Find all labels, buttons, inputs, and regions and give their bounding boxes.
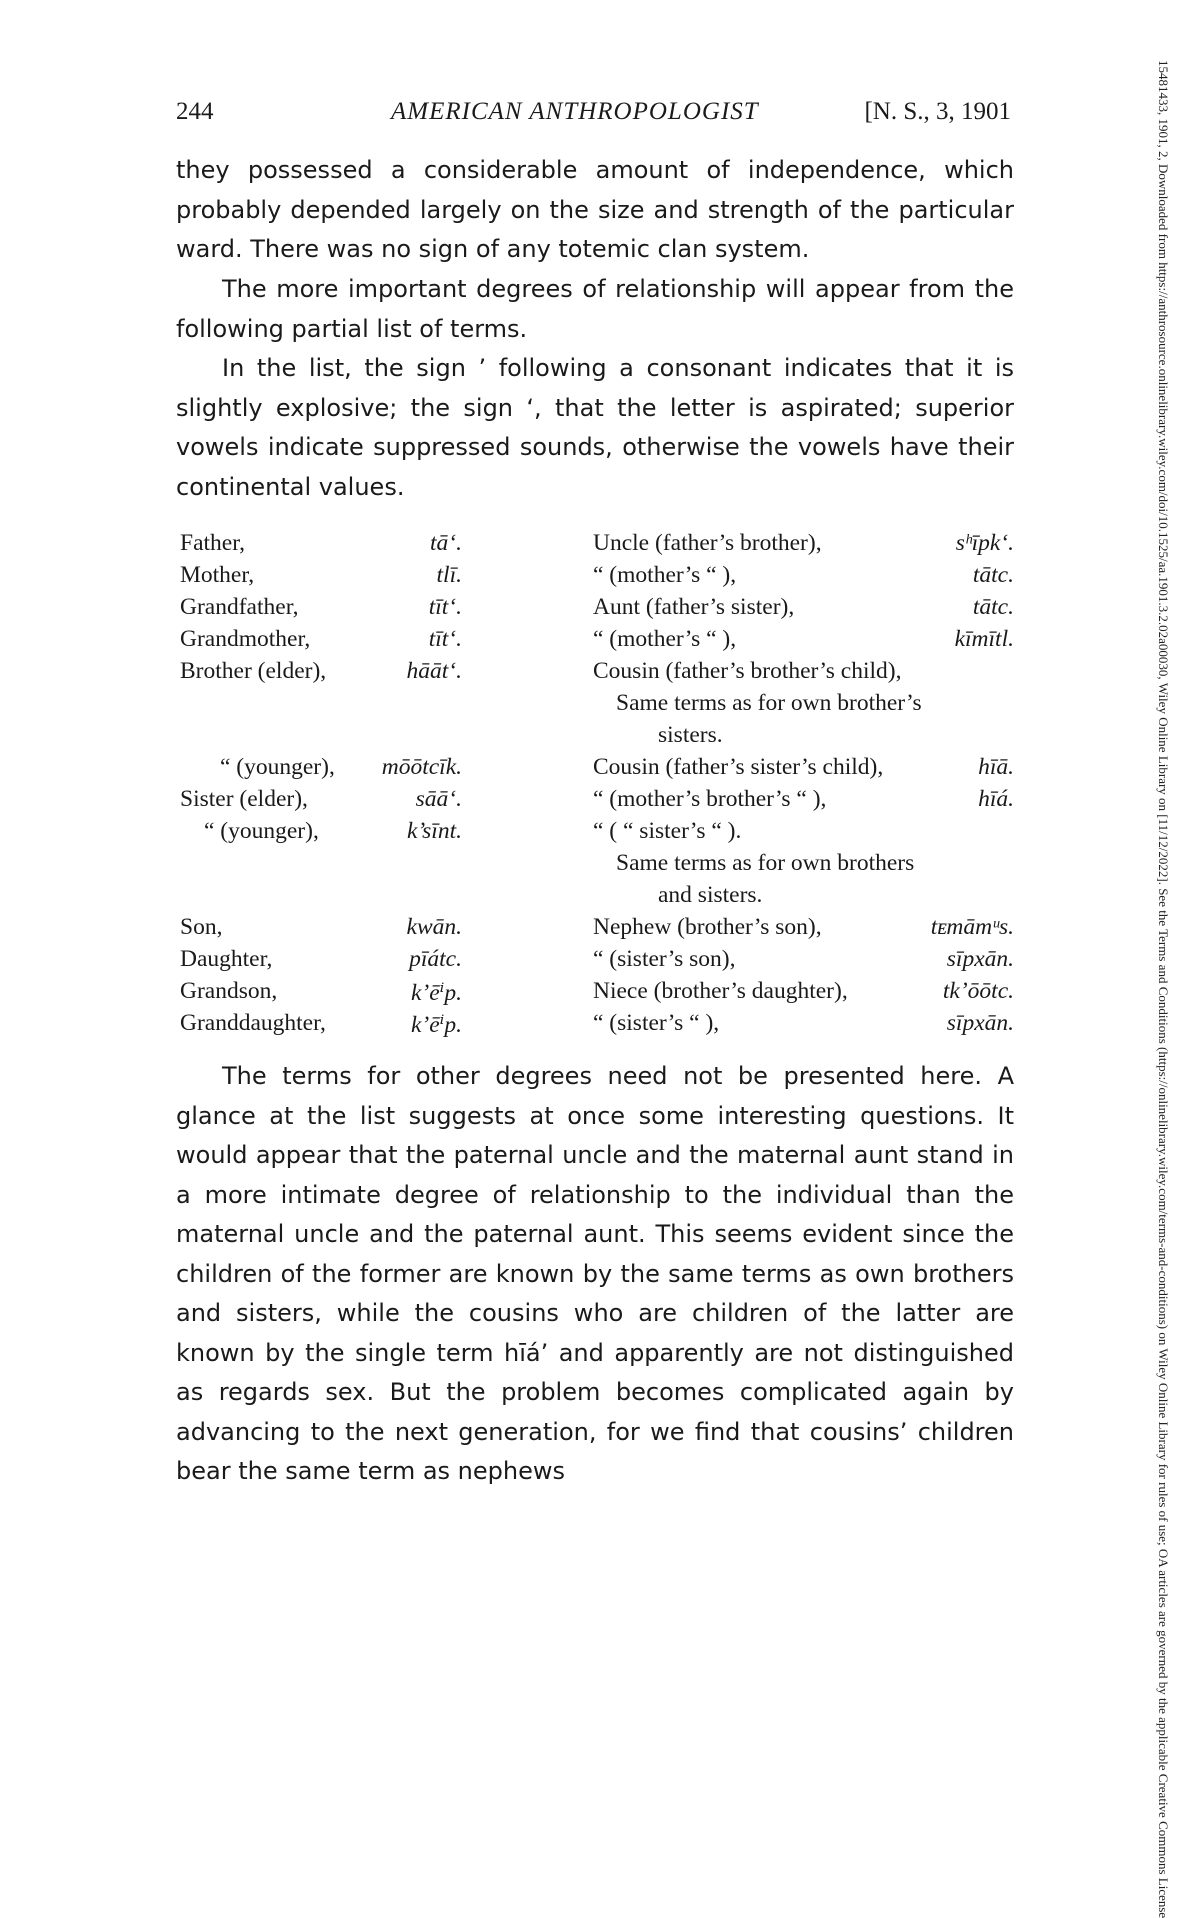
term-label: Grandfather,	[180, 594, 299, 620]
term-row	[180, 562, 1014, 594]
term-row	[180, 786, 1014, 818]
page-number: 244	[176, 98, 214, 125]
native-term: kwān.	[406, 914, 462, 940]
native-term: k’ēⁱp.	[410, 980, 462, 1006]
running-header	[176, 98, 1011, 138]
native-term: sāā‘.	[415, 786, 462, 812]
term-label: Grandmother,	[180, 626, 311, 652]
term-row	[180, 978, 1014, 1010]
term-label: “ (sister’s son),	[593, 946, 736, 972]
term-row	[180, 658, 1014, 690]
native-term: hīā.	[978, 754, 1014, 780]
term-label: “ (mother’s brother’s “ ),	[593, 786, 827, 812]
term-row	[180, 914, 1014, 946]
term-row	[180, 818, 1014, 850]
term-note: Same terms as for own brother’s	[616, 690, 922, 716]
term-label: “ (younger),	[220, 754, 335, 780]
term-label: Daughter,	[180, 946, 273, 972]
term-note: Same terms as for own brothers	[616, 850, 915, 876]
term-row	[180, 850, 1014, 882]
term-row	[180, 1010, 1014, 1042]
native-term: tātc.	[972, 594, 1014, 620]
term-note: sisters.	[658, 722, 723, 748]
term-row	[180, 594, 1014, 626]
native-term: hāāt‘.	[406, 658, 462, 684]
term-label: Aunt (father’s sister),	[593, 594, 795, 620]
paragraph-continuation: they possessed a considerable amount of independence, which probably depended largely on the size and strength of the particular ward. There was no sign of any totemic clan system.	[176, 156, 1014, 263]
paragraph-relationship-intro: The more important degrees of relationship will appear from the following partial list of terms.	[176, 275, 1014, 343]
term-row	[180, 690, 1014, 722]
native-term: tā‘.	[430, 530, 462, 556]
term-row	[180, 626, 1014, 658]
term-label: Mother,	[180, 562, 255, 588]
term-label: Cousin (father’s brother’s child),	[593, 658, 902, 684]
term-label: “ ( “ sister’s “ ).	[593, 818, 742, 844]
native-term: kīmītl.	[954, 626, 1014, 652]
journal-title: AMERICAN ANTHROPOLOGIST	[391, 98, 759, 125]
term-label: Brother (elder),	[180, 658, 327, 684]
term-label: Cousin (father’s sister’s child),	[593, 754, 884, 780]
term-note: and sisters.	[658, 882, 763, 908]
term-label: Sister (elder),	[180, 786, 308, 812]
native-term: k’ēⁱp.	[410, 1012, 462, 1038]
native-term: tk’ōōtc.	[942, 978, 1014, 1004]
term-label: Son,	[180, 914, 223, 940]
term-label: “ (sister’s “ ),	[593, 1010, 720, 1036]
term-label: Nephew (brother’s son),	[593, 914, 822, 940]
term-label: “ (mother’s “ ),	[593, 626, 737, 652]
term-label: Granddaughter,	[180, 1010, 326, 1036]
native-term: tīt‘.	[428, 626, 462, 652]
term-row	[180, 530, 1014, 562]
term-row	[180, 946, 1014, 978]
term-row	[180, 722, 1014, 754]
native-term: pīátc.	[409, 946, 462, 972]
term-label: “ (younger),	[204, 818, 319, 844]
native-term: k’sīnt.	[406, 818, 462, 844]
series-info: [N. S., 3, 1901	[864, 98, 1011, 125]
native-term: sīpxān.	[946, 946, 1014, 972]
native-term: tᴇmāmᵘs.	[930, 914, 1014, 940]
term-label: Father,	[180, 530, 245, 556]
term-label: “ (mother’s “ ),	[593, 562, 737, 588]
paragraph-discussion: The terms for other degrees need not be presented here. A glance at the list suggests at once some interesting questions. It would appear that the paternal uncle and the maternal aunt stand in a more intimate degree of relationship to the individual than the maternal uncle and the paternal aunt. This seems evident since the children of the former are known by the same terms as own brothers and sisters, while the cousins who are children of the latter are known by the single term hīá’ and apparently are not distinguished as regards sex. But the problem becomes complicated again by advancing to the next generation, for we find that cousins’ children bear the same term as nephews	[176, 1062, 1014, 1485]
term-label: Uncle (father’s brother),	[593, 530, 822, 556]
download-notice: 15481433, 1901, 2, Downloaded from https://anthrosource.onlinelibrary.wiley.com/doi/10.1525/aa.1901.3.2.02a00030, Wiley Online Library on [11/12/2022]. See the Terms and Conditions (https://onlinelibrary.wiley.com/terms-and-conditions) on Wiley Online Library for rules of use; OA articles are governed by the applicable Creative Commons License	[1156, 60, 1171, 1918]
term-row	[180, 754, 1014, 786]
native-term: sīpxān.	[946, 1010, 1014, 1036]
native-term: tātc.	[972, 562, 1014, 588]
term-label: Niece (brother’s daughter),	[593, 978, 848, 1004]
paragraph-notation: In the list, the sign ’ following a consonant indicates that it is slightly explosive; the sign ‘, that the letter is aspirated; superior vowels indicate suppressed sounds, otherwise the vowels have their continental values.	[176, 354, 1014, 501]
term-row	[180, 882, 1014, 914]
term-label: Grandson,	[180, 978, 278, 1004]
native-term: mōōtcīk.	[381, 754, 462, 780]
native-term: tlī.	[436, 562, 462, 588]
native-term: sʰīpk‘.	[955, 530, 1014, 556]
native-term: hīá.	[978, 786, 1014, 812]
native-term: tīt‘.	[428, 594, 462, 620]
